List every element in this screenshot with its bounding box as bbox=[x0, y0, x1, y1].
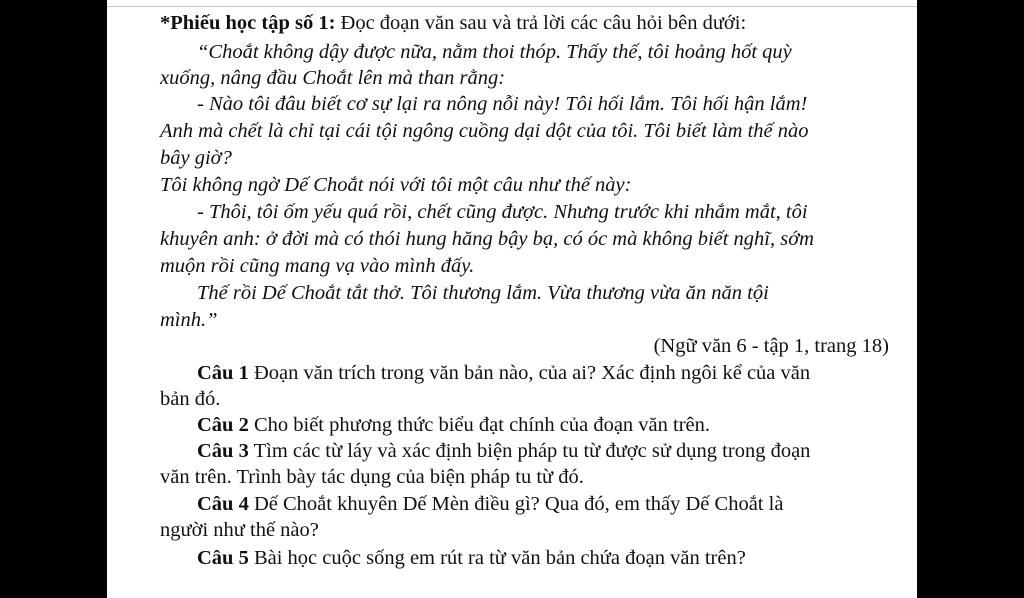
heading-label: *Phiếu học tập số 1: bbox=[160, 12, 336, 34]
question-label: Câu 4 bbox=[197, 493, 249, 515]
question-label: Câu 3 bbox=[197, 440, 249, 462]
question-label: Câu 5 bbox=[197, 547, 249, 569]
excerpt-line: Thế rồi Dế Choắt tắt thở. Tôi thương lắm. Vừa thương vừa ăn năn tội bbox=[197, 282, 769, 304]
question-line bbox=[197, 412, 710, 438]
document-page bbox=[107, 0, 917, 598]
excerpt-line: muộn rồi cũng mang vạ vào mình đấy. bbox=[160, 255, 475, 277]
question-text: Dế Choắt khuyên Dế Mèn điều gì? Qua đó, em thấy Dế Choắt là bbox=[248, 493, 784, 515]
question-text: Bài học cuộc sống em rút ra từ văn bản chứa đoạn văn trên? bbox=[248, 547, 746, 569]
question-text: Đoạn văn trích trong văn bản nào, của ai? Xác định ngôi kể của văn bbox=[248, 362, 811, 384]
question-line: bản đó. bbox=[160, 388, 221, 410]
excerpt-line: Anh mà chết là chỉ tại cái tội ngông cuồng dại dột của tôi. Tôi biết làm thế nào bbox=[160, 120, 809, 142]
excerpt-line: - Nào tôi đâu biết cơ sự lại ra nông nỗi này! Tôi hối lắm. Tôi hối hận lắm! bbox=[197, 93, 808, 115]
excerpt-line: “Choắt không dậy được nữa, nằm thoi thóp. Thấy thế, tôi hoảng hốt quỳ bbox=[197, 41, 792, 63]
excerpt-line: - Thôi, tôi ốm yếu quá rồi, chết cũng được. Nhưng trước khi nhắm mắt, tôi bbox=[197, 201, 808, 223]
top-rule bbox=[107, 6, 917, 7]
question-label: Câu 1 bbox=[197, 362, 249, 384]
question-line: người như thế nào? bbox=[160, 519, 319, 541]
question-line bbox=[197, 491, 783, 517]
question-label: Câu 2 bbox=[197, 414, 249, 436]
question-line: văn trên. Trình bày tác dụng của biện pháp tu từ đó. bbox=[160, 466, 584, 488]
question-text: Cho biết phương thức biểu đạt chính của đoạn văn trên. bbox=[248, 414, 711, 436]
question-line bbox=[197, 438, 810, 464]
excerpt-line: xuống, nâng đầu Choắt lên mà than rằng: bbox=[160, 67, 506, 89]
worksheet-heading bbox=[160, 10, 746, 36]
heading-instruction: Đọc đoạn văn sau và trả lời các câu hỏi bên dưới: bbox=[335, 12, 747, 34]
excerpt-line: khuyên anh: ở đời mà có thói hung hăng bậy bạ, có óc mà không biết nghĩ, sớm bbox=[160, 228, 814, 250]
source-citation: (Ngữ văn 6 - tập 1, trang 18) bbox=[653, 335, 889, 357]
excerpt-line: Tôi không ngờ Dế Choắt nói với tôi một câu như thế này: bbox=[160, 174, 632, 196]
excerpt-line: mình.” bbox=[160, 309, 218, 331]
question-line bbox=[197, 360, 810, 386]
question-line bbox=[197, 545, 746, 571]
question-text: Tìm các từ láy và xác định biện pháp tu từ được sử dụng trong đoạn bbox=[248, 440, 811, 462]
excerpt-line: bây giờ? bbox=[160, 147, 232, 169]
